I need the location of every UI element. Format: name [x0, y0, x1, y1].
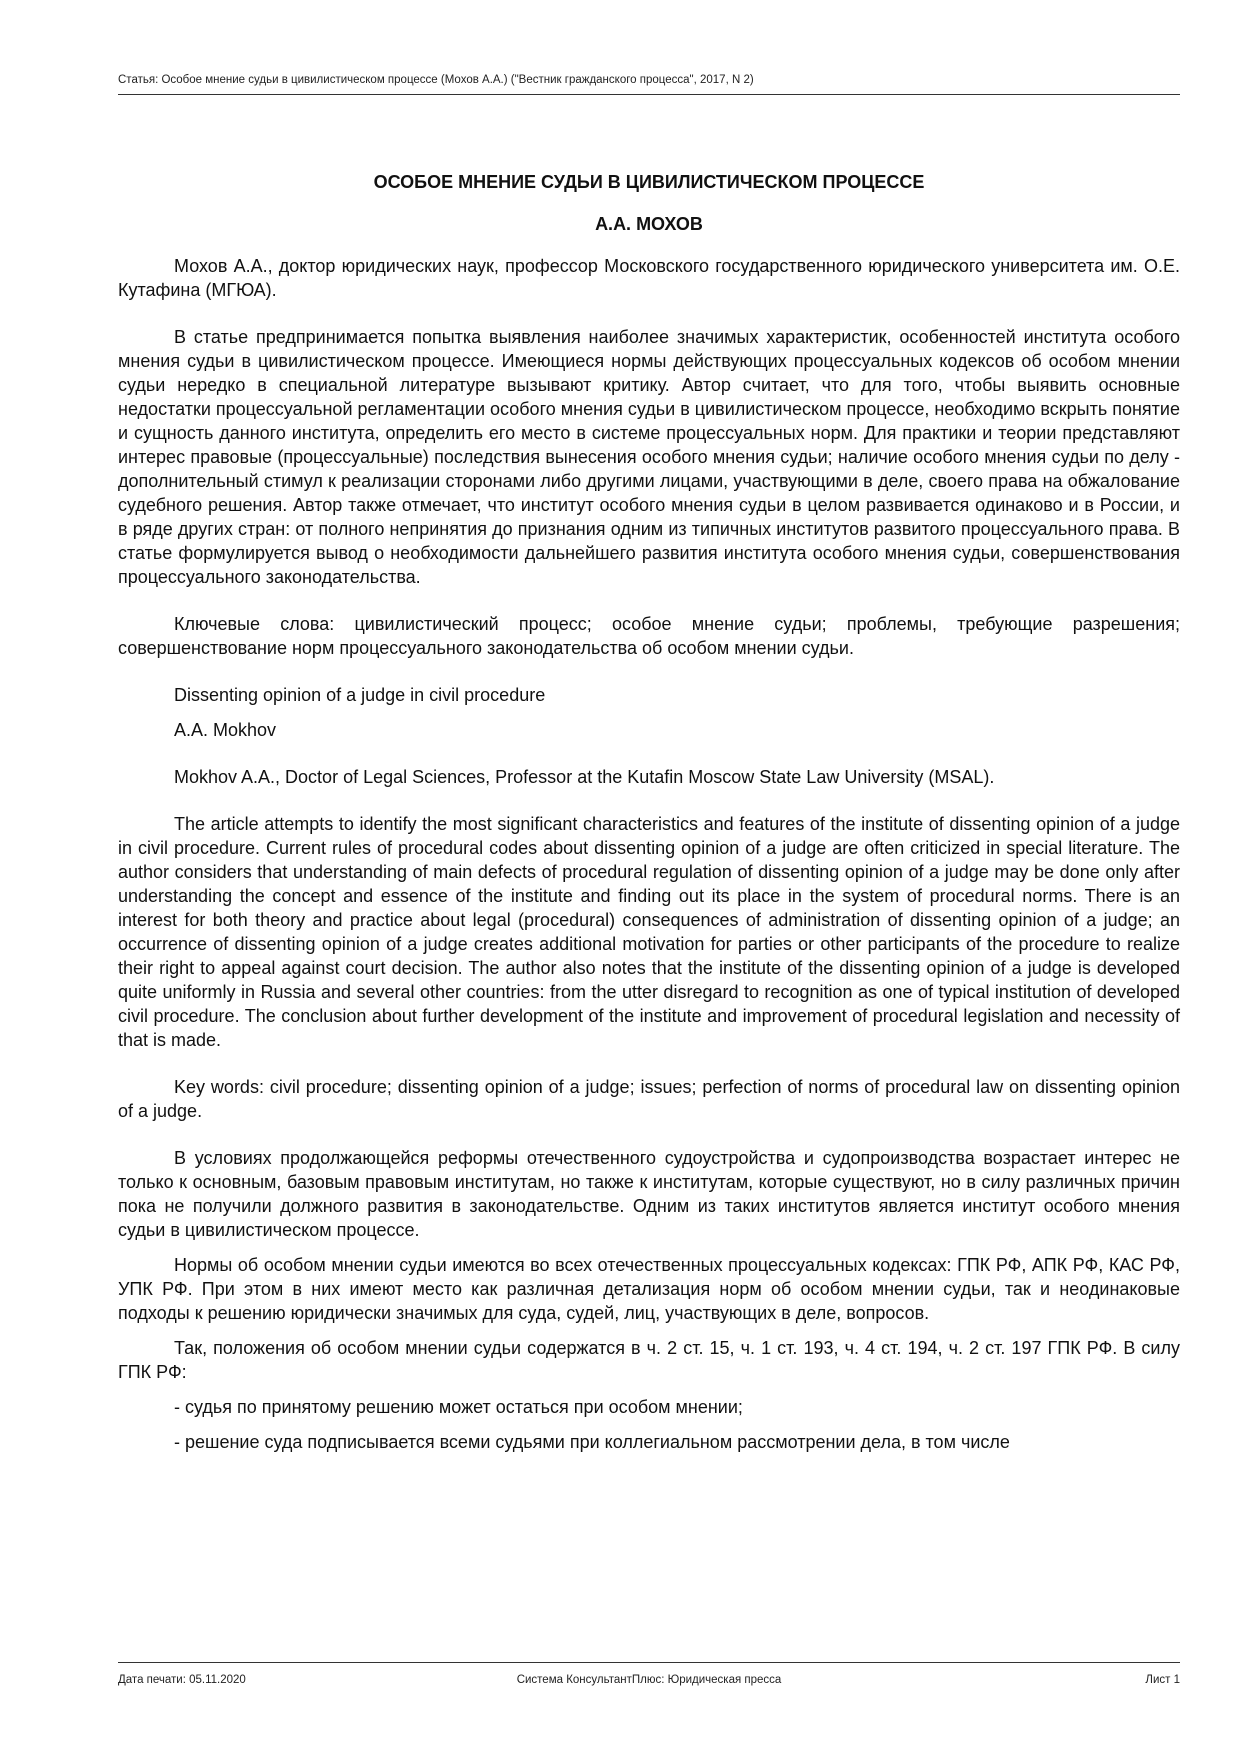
- author-affiliation-ru: Мохов А.А., доктор юридических наук, профессор Московского государственного юридического университета им. О.Е. Кутафина (МГЮА).: [118, 256, 1180, 300]
- abstract-en: The article attempts to identify the most significant characteristics and features of the institute of dissenting opinion of a judge in civil procedure. Current rules of procedural codes about dissenting opinion of a judge are often criticized in special literature. The author considers that understanding of main defects of procedural regulation of dissenting opinion of a judge may be done only after understanding the concept and essence of the institute and finding out its place in the system of procedural norms. There is an interest for both theory and practice about legal (procedural) consequences of administration of dissenting opinion of a judge; an occurrence of dissenting opinion of a judge creates additional motivation for parties or other participants of the procedure to realize their right to appeal against court decision. The author also notes that the institute of the dissenting opinion of a judge is developed quite uniformly in Russia and several other countries: from the utter disregard to recognition as one of typical institution of developed civil procedure. The conclusion about further development of the institute and improvement of procedural legislation and necessity of that is made.: [118, 814, 1180, 1050]
- footer-sheet-number: Лист 1: [1145, 1674, 1180, 1686]
- footer-divider: [118, 1662, 1180, 1663]
- list-item: - решение суда подписывается всеми судьями при коллегиальном рассмотрении дела, в том числе: [174, 1432, 1010, 1452]
- keywords-ru: Ключевые слова: цивилистический процесс; особое мнение судьи; проблемы, требующие разрешения; совершенствование норм процессуального законодательства об особом мнении судьи.: [118, 614, 1180, 658]
- body-paragraph: В условиях продолжающейся реформы отечественного судоустройства и судопроизводства возрастает интерес не только к основным, базовым правовым институтам, но также к институтам, которые существуют, но в силу различных причин пока не получили должного развития в законодательстве. Одним из таких институтов является институт особого мнения судьи в цивилистическом процессе.: [118, 1148, 1180, 1240]
- header-divider: [118, 94, 1180, 95]
- article-author: А.А. МОХОВ: [595, 214, 703, 234]
- running-header: Статья: Особое мнение судьи в цивилистическом процессе (Мохов А.А.) ("Вестник гражданского процесса", 2017, N 2): [118, 74, 754, 86]
- keywords-en: Key words: civil procedure; dissenting opinion of a judge; issues; perfection of norms of procedural law on dissenting opinion of a judge.: [118, 1077, 1180, 1121]
- footer-system: Система КонсультантПлюс: Юридическая пресса: [516, 1674, 782, 1686]
- abstract-ru: В статье предпринимается попытка выявления наиболее значимых характеристик, особенностей института особого мнения судьи в цивилистическом процессе. Имеющиеся нормы действующих процессуальных кодексов об особом мнении судьи нередко в специальной литературе вызывают критику. Автор считает, что для того, чтобы выявить основные недостатки процессуальной регламентации особого мнения судьи в цивилистическом процессе, необходимо вскрыть понятие и сущность данного института, определить его место в системе процессуальных норм. Для практики и теории представляют интерес правовые (процессуальные) последствия вынесения особого мнения судьи; наличие особого мнения судьи по делу - дополнительный стимул к реализации сторонами либо другими лицами, участвующими в деле, своего права на обжалование судебного решения. Автор также отмечает, что институт особого мнения судьи в целом развивается одинаково и в России, и в ряде других стран: от полного непринятия до признания одним из типичных институтов развитого процессуального права. В статье формулируется вывод о необходимости дальнейшего развития института особого мнения судьи, совершенствования процессуального законодательства.: [118, 327, 1180, 587]
- body-paragraph: Так, положения об особом мнении судьи содержатся в ч. 2 ст. 15, ч. 1 ст. 193, ч. 4 ст. 194, ч. 2 ст. 197 ГПК РФ. В силу ГПК РФ:: [118, 1338, 1180, 1382]
- footer-print-date: Дата печати: 05.11.2020: [118, 1674, 246, 1686]
- author-affiliation-en: Mokhov A.A., Doctor of Legal Sciences, Professor at the Kutafin Moscow State Law University (MSAL).: [174, 767, 995, 787]
- article-body: [118, 172, 1180, 1454]
- body-paragraph: Нормы об особом мнении судьи имеются во всех отечественных процессуальных кодексах: ГПК РФ, АПК РФ, КАС РФ, УПК РФ. При этом в них имеют место как различная детализация норм об особом мнении судьи, так и неодинаковые подходы к решению юридически значимых для суда, судей, лиц, участвующих в деле, вопросов.: [118, 1255, 1180, 1323]
- list-item: - судья по принятому решению может остаться при особом мнении;: [174, 1397, 743, 1417]
- article-title: ОСОБОЕ МНЕНИЕ СУДЬИ В ЦИВИЛИСТИЧЕСКОМ ПРОЦЕССЕ: [373, 172, 925, 192]
- english-author: A.A. Mokhov: [174, 720, 277, 740]
- english-title: Dissenting opinion of a judge in civil procedure: [174, 685, 546, 705]
